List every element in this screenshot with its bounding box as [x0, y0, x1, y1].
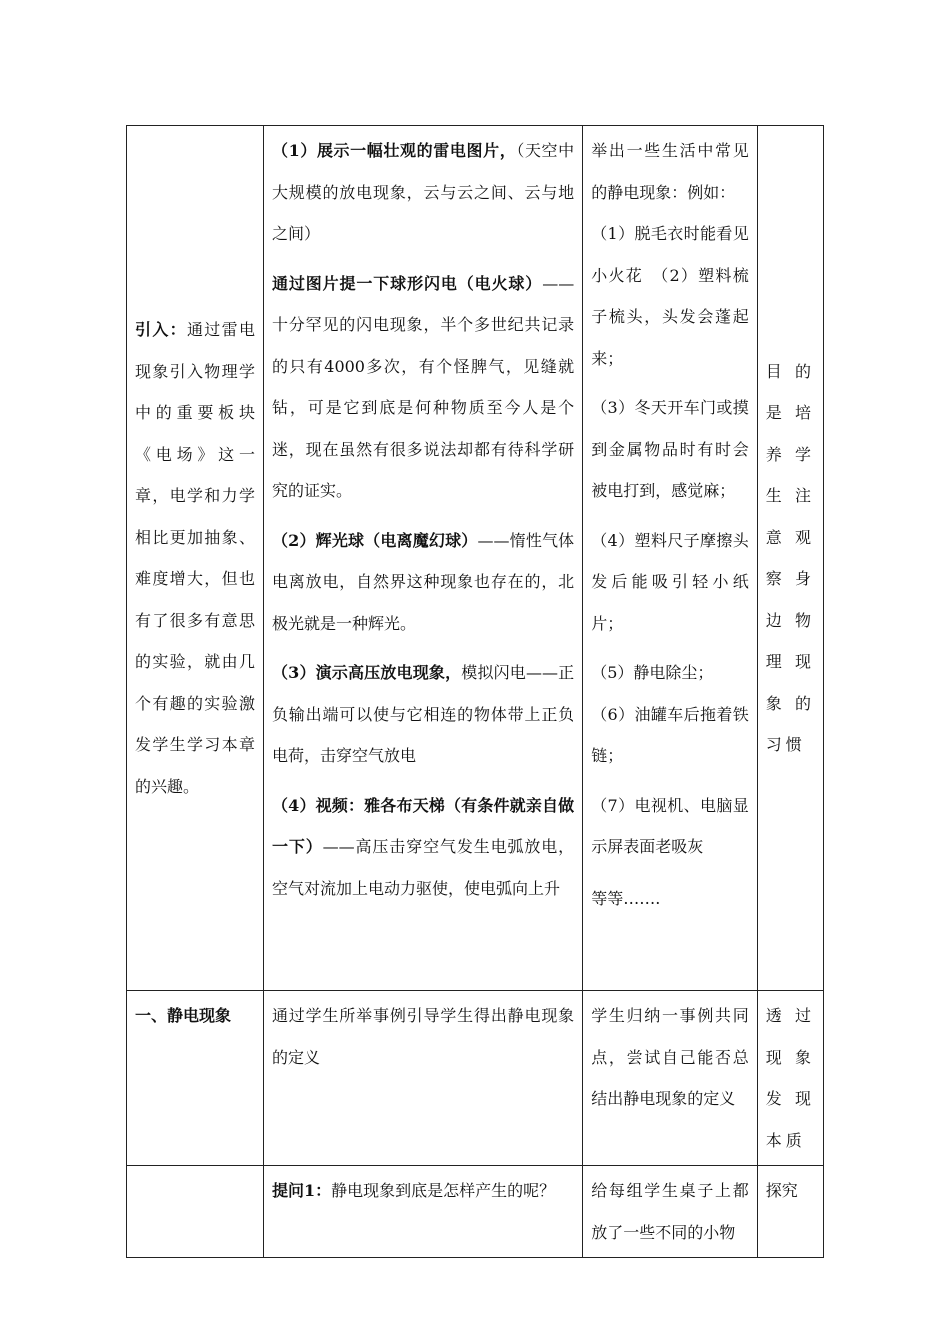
cell-stage-empty: [127, 1166, 264, 1258]
activity-thunder-image-text: （天空中大规模的放电现象，云与云之间、云与地之间）: [271, 141, 575, 243]
activity-high-voltage-text: 模拟闪电——正负输出端可以使与它相连的物体带上正负电荷，击穿空气放电: [271, 663, 575, 765]
question-1-text: 静电现象到底是怎样产生的呢？: [331, 1181, 556, 1200]
activity-thunder-image: [272, 130, 574, 255]
cell-design-intent-question-1: [757, 1166, 823, 1258]
design-intent-intro-text: 目的是培养学生注意观察身边物理现象的习惯: [765, 361, 815, 754]
table-row-electrostatic-phenomena: [127, 991, 824, 1166]
student-activity-objects: 给每组学生桌子上都放了一些不同的小物: [591, 1181, 749, 1242]
cell-student-question-1: [583, 1166, 758, 1258]
cell-student-activities-intro: [583, 126, 758, 991]
student-example-3: （3）冬天开车门或摸到金属物品时有时会被电打到，感觉麻；: [591, 398, 749, 500]
teacher-activity-definition: 通过学生所举事例引导学生得出静电现象的定义: [271, 1006, 575, 1067]
cell-teacher-question-1: [263, 1166, 582, 1258]
stage-intro-label: 引入：: [135, 320, 187, 339]
activity-ball-lightning: [272, 263, 574, 512]
activity-glow-ball: [272, 520, 574, 645]
activity-glow-ball-title: （2）辉光球（电离魔幻球）: [271, 530, 478, 550]
activity-ball-lightning-title: 通过图片提一下球形闪电（电火球）: [271, 273, 543, 293]
activity-jacobs-ladder-title: （4）视频：雅各布天梯（有条件就亲自做一下）: [271, 795, 575, 856]
cell-stage-electrostatic: [127, 991, 264, 1166]
cell-stage-intro: [127, 126, 264, 991]
design-intent-electrostatic-text: 透过现象发现本质: [765, 1006, 815, 1150]
cell-design-intent-intro: [757, 126, 823, 991]
stage-electrostatic-title: 一、静电现象: [135, 1006, 232, 1025]
activity-high-voltage: [272, 652, 574, 777]
design-intent-explore-text: 探究: [765, 1181, 798, 1200]
activity-jacobs-ladder: [272, 785, 574, 910]
cell-teacher-activities-electrostatic: [263, 991, 582, 1166]
activity-high-voltage-title: （3）演示高压放电现象，: [271, 663, 462, 682]
student-example-7: （7）电视机、电脑显示屏表面老吸灰: [591, 795, 749, 856]
student-example-4: （4）塑料尺子摩擦头发后能吸引轻小纸片；: [591, 530, 749, 633]
student-examples-intro: 举出一些生活中常见的静电现象：例如：: [591, 141, 749, 202]
stage-intro-text: [135, 309, 255, 807]
stage-intro-description: 通过雷电现象引入物理学中的重要板块《电场》这一章，电学和力学相比更加抽象、难度增大，但也有了很多有意思的实验，就由几个有趣的实验激发学生学习本章的兴趣。: [135, 320, 255, 796]
lesson-plan-table: [126, 125, 824, 1258]
table-row-question-1: [127, 1166, 824, 1258]
student-example-1-2: （1）脱毛衣时能看见小火花 （2）塑料梳子梳头，头发会蓬起来；: [591, 224, 749, 368]
student-example-etc: 等等…….: [591, 888, 661, 908]
question-1-label: 提问1：: [271, 1181, 332, 1200]
student-example-5: （5）静电除尘；: [591, 663, 714, 682]
student-activity-definition: 学生归纳一事例共同点，尝试自己能否总结出静电现象的定义: [591, 1006, 749, 1108]
activity-jacobs-ladder-text: ——高压击穿空气发生电弧放电，空气对流加上电动力驱使，使电弧向上升: [271, 837, 575, 898]
cell-design-intent-electrostatic: [757, 991, 823, 1166]
activity-glow-ball-text: ——惰性气体电离放电，自然界这种现象也存在的，北极光就是一种辉光。: [271, 530, 575, 633]
table-row-intro: [127, 126, 824, 991]
cell-teacher-activities-intro: [263, 126, 582, 991]
cell-student-activities-electrostatic: [583, 991, 758, 1166]
activity-thunder-image-title: （1）展示一幅壮观的雷电图片，: [271, 141, 517, 160]
student-example-6: （6）油罐车后拖着铁链；: [591, 704, 749, 765]
teacher-question-1: [272, 1170, 574, 1212]
activity-ball-lightning-text: ——十分罕见的闪电现象，半个多世纪共记录的只有4000多次，有个怪脾气，见缝就钻，可是它到底是何种物质至今人是个迷，现在虽然有很多说法却都有待科学研究的证实。: [271, 273, 575, 500]
